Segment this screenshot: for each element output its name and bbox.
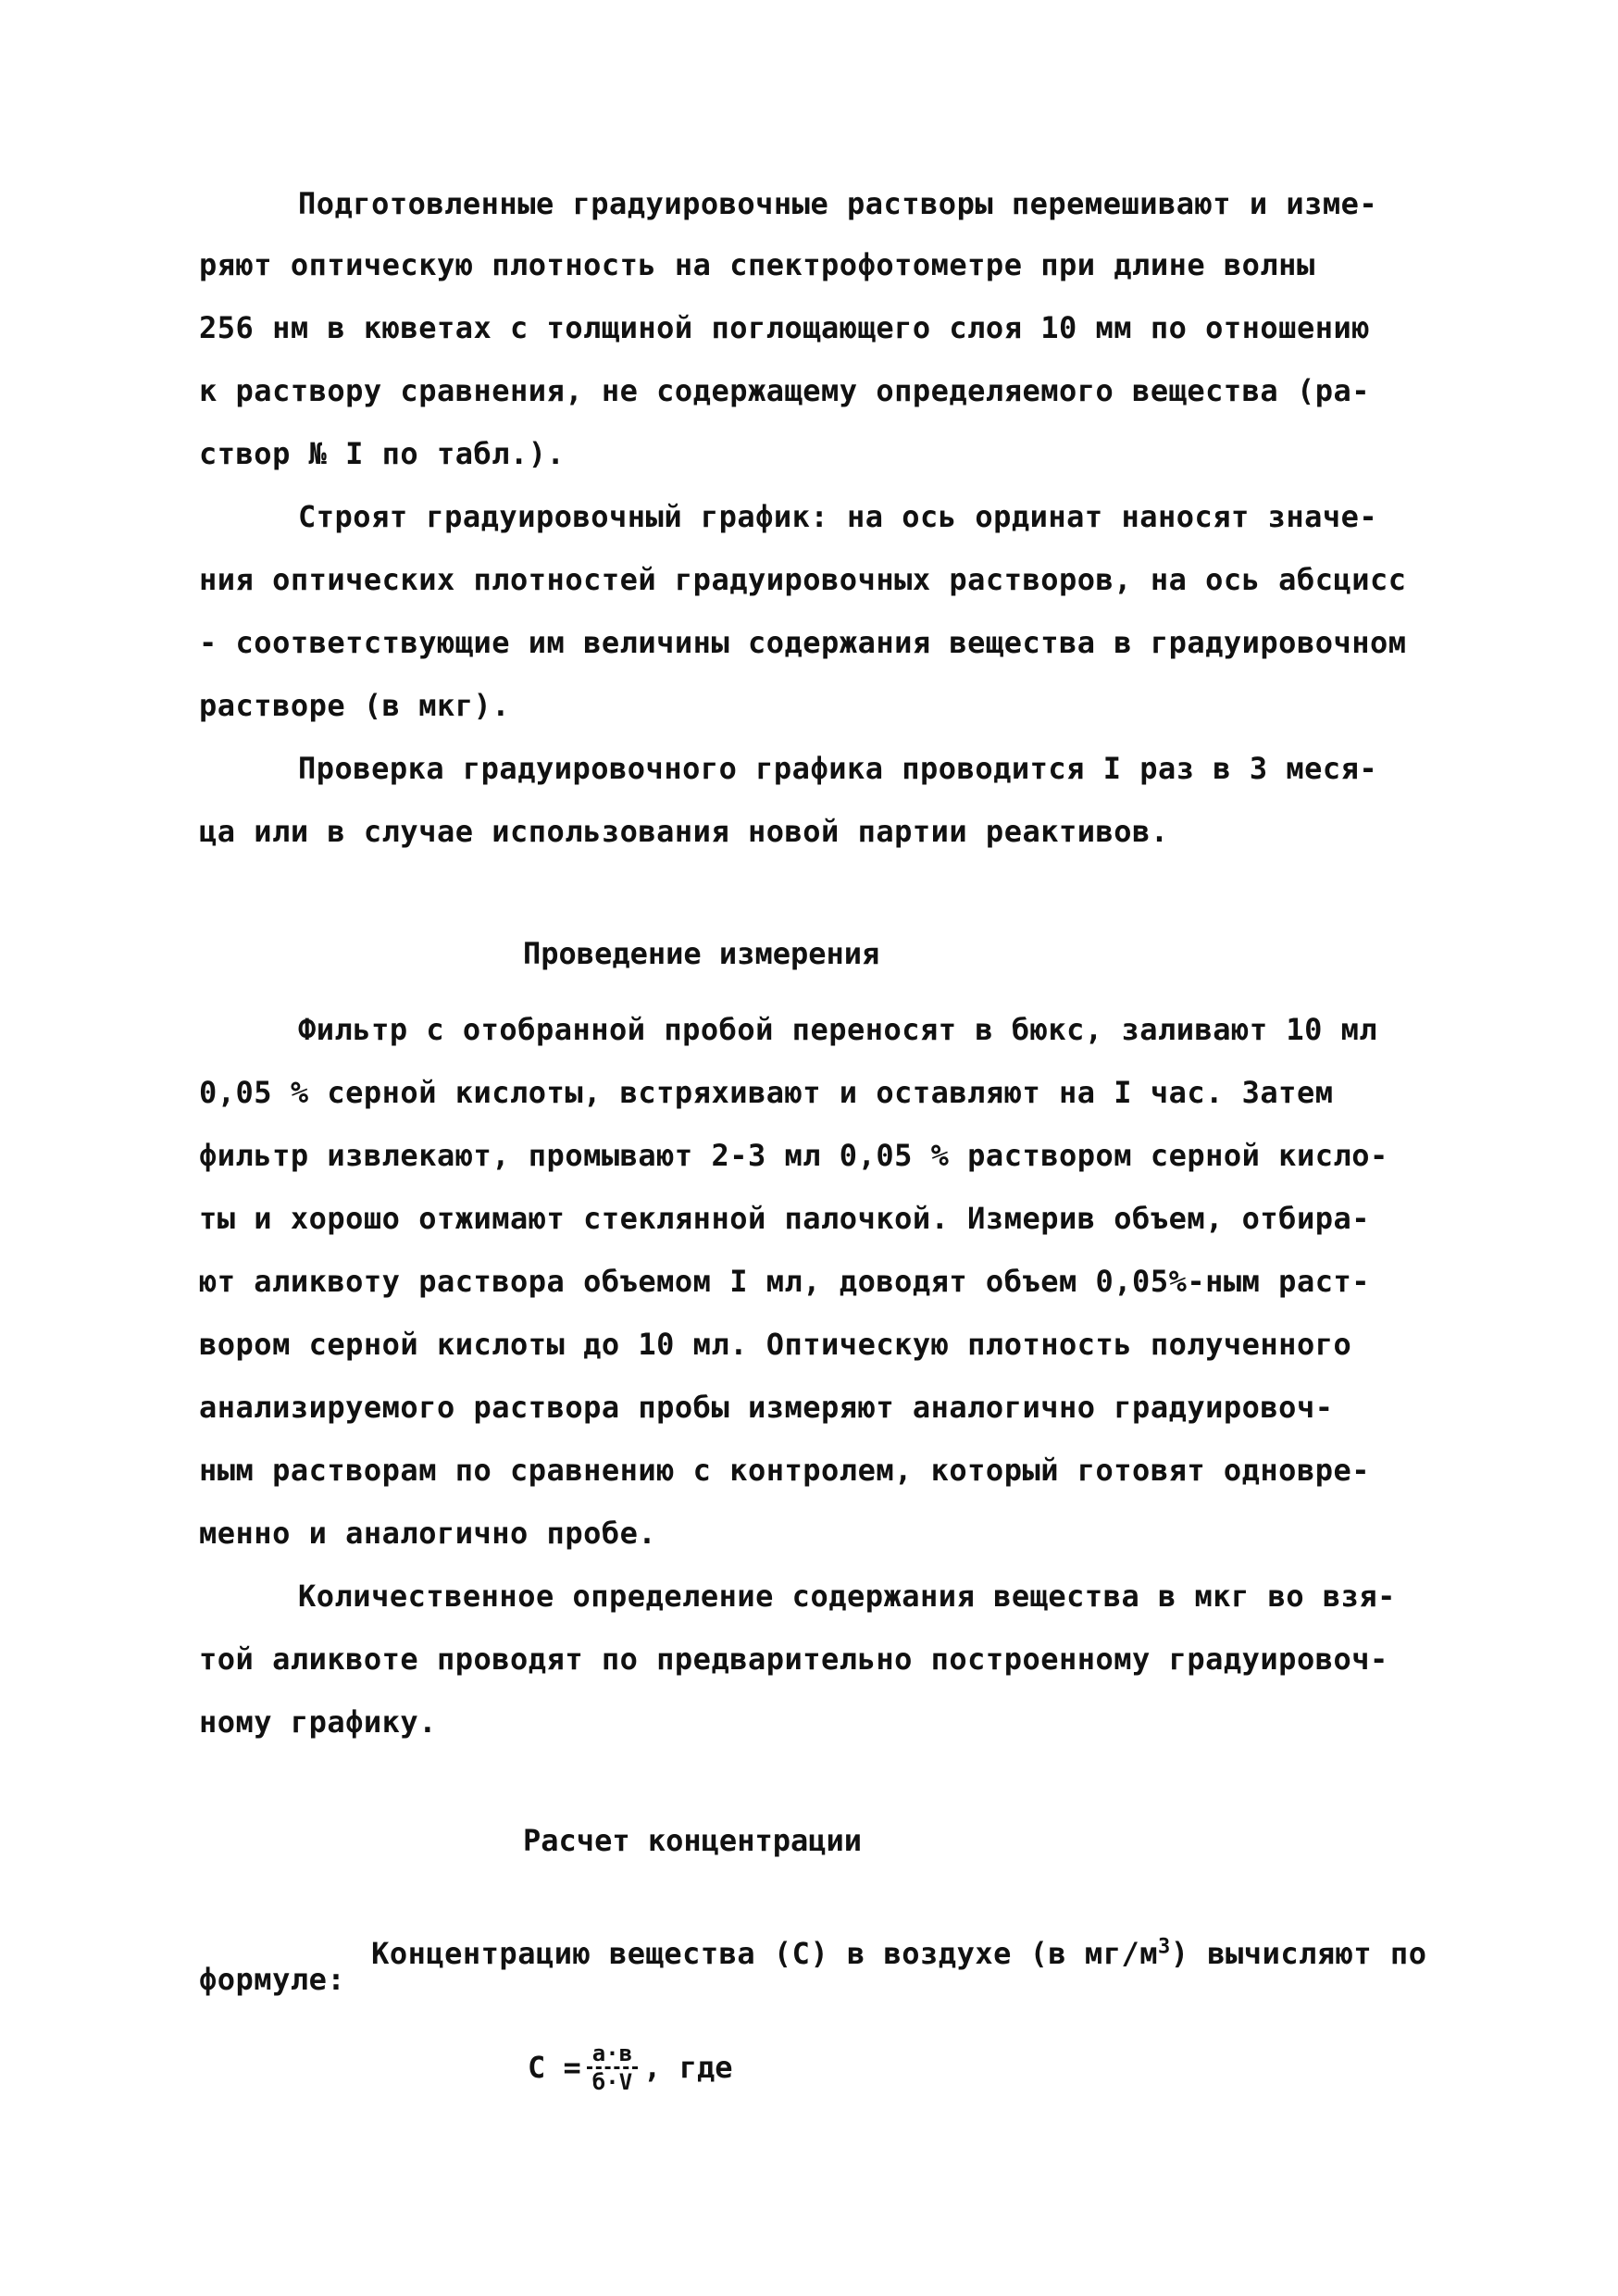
section-heading: Расчет концентрации bbox=[523, 1823, 863, 1858]
formula-lhs: С = bbox=[528, 2050, 581, 2085]
formula-denominator: б·V bbox=[591, 2068, 633, 2095]
text-line: анализируемого раствора пробы измеряют аналогично градуировоч- bbox=[199, 1390, 1334, 1425]
formula-fraction bbox=[587, 2042, 638, 2093]
text-line: ты и хорошо отжимают стеклянной палочкой. Измерив объем, отбира- bbox=[199, 1201, 1370, 1236]
text-line: Подготовленные градуировочные растворы перемешивают и изме- bbox=[298, 186, 1378, 221]
text-line: ным растворам по сравнению с контролем, который готовят одновре- bbox=[199, 1453, 1370, 1488]
text-fragment: Концентрацию вещества (С) в воздухе (в мг/м bbox=[371, 1936, 1158, 1971]
text-line: той аликвоте проводят по предварительно построенному градуировоч- bbox=[199, 1641, 1388, 1677]
text-line: ца или в случае использования новой партии реактивов. bbox=[199, 814, 1169, 849]
text-line: фильтр извлекают, промывают 2-3 мл 0,05 % раствором серной кисло- bbox=[199, 1138, 1388, 1173]
text-line: 0,05 % серной кислоты, встряхивают и оставляют на I час. Затем bbox=[199, 1075, 1334, 1110]
text-line: ному графику. bbox=[199, 1704, 437, 1740]
text-line: ния оптических плотностей градуировочных растворов, на ось абсцисс bbox=[199, 562, 1407, 597]
text-line: Проверка градуировочного графика проводится I раз в 3 меся- bbox=[298, 751, 1378, 786]
text-line: Фильтр с отобранной пробой переносят в бюкс, заливают 10 мл bbox=[298, 1012, 1378, 1047]
text-line: 256 нм в кюветах с толщиной поглощающего слоя 10 мм по отношению bbox=[199, 310, 1370, 345]
text-line: растворе (в мкг). bbox=[199, 688, 511, 723]
text-line: Количественное определение содержания вещества в мкг во взя- bbox=[298, 1578, 1396, 1614]
text-line: - соответствующие им величины содержания вещества в градуировочном bbox=[199, 625, 1407, 660]
text-fragment: ) вычисляют по bbox=[1170, 1936, 1427, 1971]
text-line bbox=[298, 1898, 1426, 2009]
section-heading: Проведение измерения bbox=[523, 936, 880, 971]
text-line: Строят градуировочный график: на ось ординат наносят значе- bbox=[298, 499, 1378, 534]
formula-numerator: а·в bbox=[587, 2042, 638, 2069]
text-line: формуле: bbox=[199, 1962, 346, 1997]
text-line: к раствору сравнения, не содержащему определяемого вещества (ра- bbox=[199, 373, 1370, 408]
formula-tail: , где bbox=[643, 2050, 733, 2085]
text-line: ют аликвоту раствора объемом I мл, доводят объем 0,05%-ным раст- bbox=[199, 1264, 1370, 1299]
text-line: вором серной кислоты до 10 мл. Оптическую плотность полученного bbox=[199, 1327, 1352, 1362]
superscript: 3 bbox=[1157, 1935, 1171, 1959]
text-line: менно и аналогично пробе. bbox=[199, 1516, 657, 1551]
formula bbox=[528, 2026, 732, 2109]
text-line: ряют оптическую плотность на спектрофотометре при длине волны bbox=[199, 247, 1315, 282]
text-line: створ № I по табл.). bbox=[199, 436, 566, 471]
